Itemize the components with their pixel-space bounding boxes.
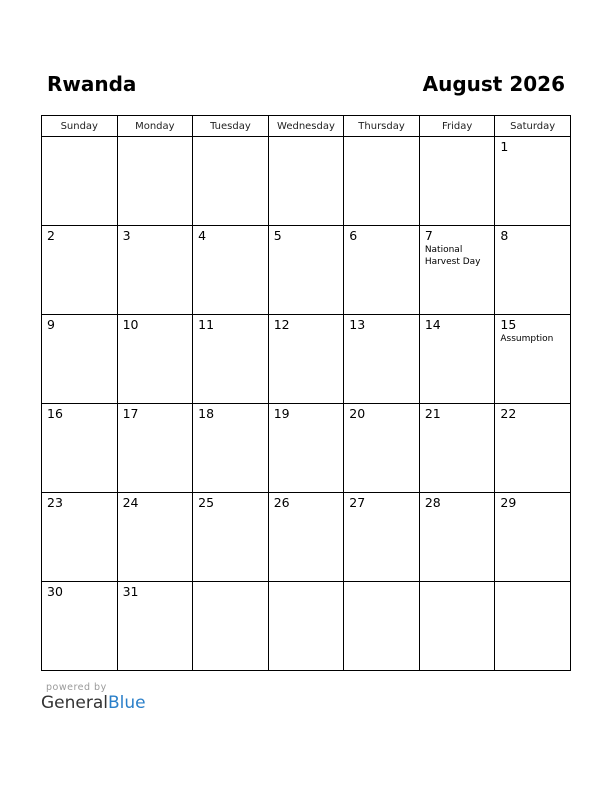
day-number: 19 bbox=[273, 406, 290, 421]
empty-day-cell bbox=[495, 582, 571, 671]
day-number: 5 bbox=[273, 228, 282, 243]
week-row bbox=[42, 226, 571, 315]
day-number: 31 bbox=[122, 584, 139, 599]
day-cell[interactable] bbox=[495, 404, 571, 493]
day-number: 13 bbox=[349, 317, 366, 332]
empty-day-cell bbox=[419, 137, 495, 226]
day-cell[interactable] bbox=[117, 404, 193, 493]
day-number: 10 bbox=[122, 317, 139, 332]
holiday-label: Assumption bbox=[500, 334, 554, 344]
day-number: 21 bbox=[424, 406, 441, 421]
week-row bbox=[42, 582, 571, 671]
day-number: 20 bbox=[349, 406, 366, 421]
weekday-saturday: Saturday bbox=[495, 116, 571, 137]
day-number: 16 bbox=[47, 406, 63, 421]
empty-day-cell bbox=[344, 582, 420, 671]
day-cell[interactable] bbox=[117, 315, 193, 404]
calendar-grid bbox=[41, 115, 571, 671]
empty-day-cell bbox=[344, 137, 420, 226]
day-number: 29 bbox=[500, 495, 517, 510]
day-number: 8 bbox=[500, 228, 509, 243]
day-cell[interactable] bbox=[193, 493, 269, 582]
day-number: 30 bbox=[47, 584, 63, 599]
week-row bbox=[42, 493, 571, 582]
day-cell[interactable] bbox=[419, 493, 495, 582]
day-number: 14 bbox=[424, 317, 441, 332]
day-cell[interactable] bbox=[42, 493, 118, 582]
day-cell[interactable] bbox=[193, 315, 269, 404]
day-number: 22 bbox=[500, 406, 517, 421]
day-number: 9 bbox=[47, 317, 55, 332]
day-cell[interactable] bbox=[419, 226, 495, 315]
day-cell[interactable] bbox=[344, 226, 420, 315]
logo-blue: Blue bbox=[108, 693, 146, 713]
weekday-tuesday: Tuesday bbox=[193, 116, 269, 137]
day-cell[interactable] bbox=[344, 493, 420, 582]
day-number: 1 bbox=[500, 139, 509, 154]
day-cell[interactable] bbox=[495, 137, 571, 226]
day-cell[interactable] bbox=[193, 226, 269, 315]
weekday-sunday: Sunday bbox=[42, 116, 118, 137]
day-cell[interactable] bbox=[117, 582, 193, 671]
day-cell[interactable] bbox=[42, 226, 118, 315]
day-cell[interactable] bbox=[268, 493, 344, 582]
powered-by-text: powered by bbox=[46, 682, 107, 693]
empty-day-cell bbox=[268, 137, 344, 226]
empty-day-cell bbox=[117, 137, 193, 226]
day-number: 6 bbox=[349, 228, 358, 243]
day-cell[interactable] bbox=[495, 226, 571, 315]
day-cell[interactable] bbox=[117, 226, 193, 315]
day-number: 26 bbox=[273, 495, 290, 510]
day-cell[interactable] bbox=[42, 315, 118, 404]
weekday-wednesday: Wednesday bbox=[268, 116, 344, 137]
week-row bbox=[42, 315, 571, 404]
day-cell[interactable] bbox=[268, 404, 344, 493]
week-row bbox=[42, 404, 571, 493]
day-cell[interactable] bbox=[495, 493, 571, 582]
day-number: 18 bbox=[198, 406, 215, 421]
day-number: 2 bbox=[47, 228, 55, 243]
weekday-monday: Monday bbox=[117, 116, 193, 137]
month-title: August 2026 bbox=[422, 72, 565, 96]
weekday-friday: Friday bbox=[419, 116, 495, 137]
day-number: 15 bbox=[500, 317, 517, 332]
empty-day-cell bbox=[268, 582, 344, 671]
empty-day-cell bbox=[193, 582, 269, 671]
generalblue-logo[interactable] bbox=[41, 693, 146, 713]
day-number: 28 bbox=[424, 495, 441, 510]
day-cell[interactable] bbox=[268, 226, 344, 315]
empty-day-cell bbox=[419, 582, 495, 671]
day-number: 23 bbox=[47, 495, 63, 510]
day-cell[interactable] bbox=[117, 493, 193, 582]
day-number: 27 bbox=[349, 495, 366, 510]
day-cell[interactable] bbox=[495, 315, 571, 404]
weekday-thursday: Thursday bbox=[344, 116, 420, 137]
day-cell[interactable] bbox=[419, 404, 495, 493]
day-number: 24 bbox=[122, 495, 139, 510]
day-number: 12 bbox=[273, 317, 290, 332]
day-cell[interactable] bbox=[42, 582, 118, 671]
week-row bbox=[42, 137, 571, 226]
day-cell[interactable] bbox=[268, 315, 344, 404]
empty-day-cell bbox=[193, 137, 269, 226]
day-number: 7 bbox=[424, 228, 433, 243]
day-cell[interactable] bbox=[344, 315, 420, 404]
day-number: 4 bbox=[198, 228, 207, 243]
day-number: 11 bbox=[198, 317, 215, 332]
day-cell[interactable] bbox=[344, 404, 420, 493]
day-cell[interactable] bbox=[193, 404, 269, 493]
logo-general: General bbox=[41, 693, 108, 713]
day-number: 3 bbox=[122, 228, 131, 243]
day-cell[interactable] bbox=[42, 404, 118, 493]
country-title: Rwanda bbox=[47, 72, 137, 96]
day-number: 25 bbox=[198, 495, 215, 510]
holiday-label: National Harvest Day bbox=[424, 245, 481, 267]
day-number: 17 bbox=[122, 406, 139, 421]
empty-day-cell bbox=[42, 137, 118, 226]
day-cell[interactable] bbox=[419, 315, 495, 404]
weekday-header-row bbox=[42, 116, 571, 137]
